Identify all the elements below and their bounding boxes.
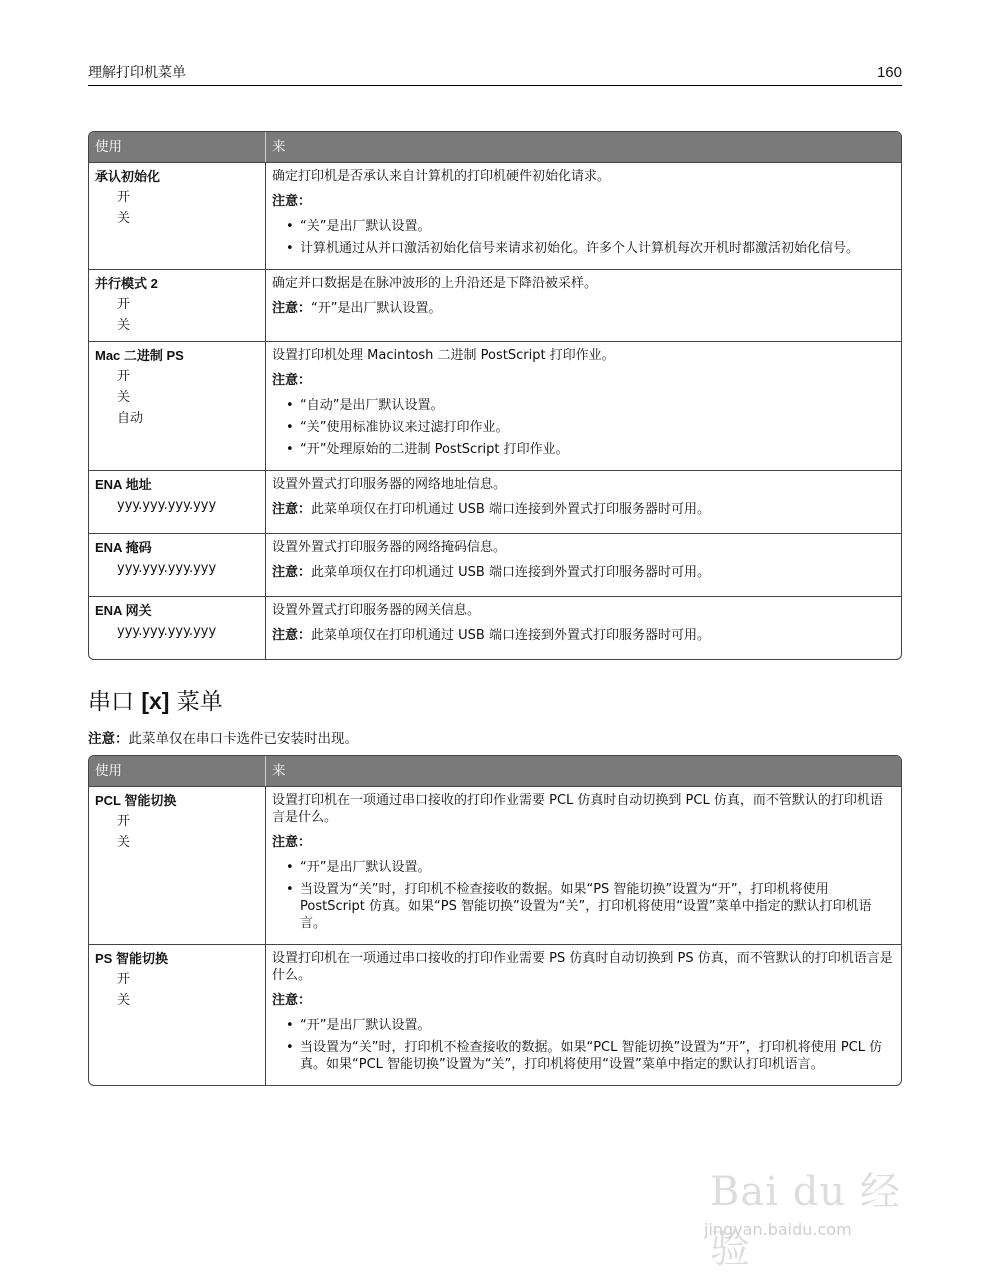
setting-note [272, 627, 895, 644]
watermark-brand: Bai du 经验 [710, 1169, 901, 1272]
note-list-item: • 当设置为“关”时，打印机不检查接收的数据。如果“PCL 智能切换”设置为“开”，打印机将使用 PCL 仿真。如果“PCL 智能切换”设置为“关”，打印机将使用“设置”菜单中指定的默认打印机语言。 [288, 1039, 895, 1073]
note-text: 此菜单项仅在打印机通过 USB 端口连接到外置式打印服务器时可用。 [311, 628, 710, 643]
section-title-prefix: 串口 [88, 689, 142, 715]
setting-name: ENA 掩码 [95, 540, 152, 555]
setting-note [272, 564, 895, 581]
description-cell [266, 341, 901, 470]
setting-note [272, 300, 895, 317]
printer-menu-table-2 [88, 755, 902, 1086]
setting-name: ENA 地址 [95, 477, 152, 492]
setting-note [272, 501, 895, 518]
section-note [88, 730, 358, 748]
setting-cell [89, 470, 266, 533]
note-label: 注意： [272, 502, 312, 517]
note-list-item: • “开”是出厂默认设置。 [288, 859, 895, 876]
table-row [89, 162, 901, 269]
setting-option: 开 [117, 814, 131, 829]
page-header-title: 理解打印机菜单 [88, 65, 186, 81]
watermark-url: jingyan.baidu.com [704, 1220, 852, 1239]
note-text: 此菜单项仅在打印机通过 USB 端口连接到外置式打印服务器时可用。 [311, 565, 710, 580]
description-cell [266, 786, 901, 944]
table-row [89, 944, 901, 1085]
column-header-use: 使用 [89, 756, 266, 786]
setting-name: 并行模式 2 [95, 276, 158, 291]
page-header [88, 62, 902, 86]
note-label: 注意： [272, 301, 312, 316]
note-text: 此菜单项仅在打印机通过 USB 端口连接到外置式打印服务器时可用。 [311, 502, 710, 517]
setting-cell [89, 944, 266, 1085]
note-list-item: • 当设置为“关”时，打印机不检查接收的数据。如果“PS 智能切换”设置为“开”，打印机将使用 PostScript 仿真。如果“PS 智能切换”设置为“关”，打印机将使用“设置”菜单中指定的默认打印机语言。 [288, 881, 895, 932]
column-header-use: 使用 [89, 132, 266, 162]
setting-note [272, 193, 895, 210]
setting-description: 设置外置式打印服务器的网络地址信息。 [272, 477, 507, 492]
section-note-text: 此菜单仅在串口卡选件已安装时出现。 [128, 731, 358, 747]
note-list-item: • “关”使用标准协议来过滤打印作业。 [288, 419, 895, 436]
setting-option: 开 [117, 369, 131, 384]
note-label: 注意： [272, 835, 312, 850]
setting-option: 开 [117, 190, 131, 205]
printer-menu-table-1 [88, 131, 902, 660]
note-list [272, 859, 895, 932]
setting-note [272, 834, 895, 851]
setting-option: 自动 [117, 411, 144, 426]
note-list [272, 218, 895, 257]
setting-description: 设置打印机在一项通过串口接收的打印作业需要 PS 仿真时自动切换到 PS 仿真，而不管默认的打印机语言是什么。 [272, 951, 893, 983]
note-label: 注意： [272, 194, 312, 209]
setting-cell [89, 341, 266, 470]
note-list-item: • “自动”是出厂默认设置。 [288, 397, 895, 414]
description-cell [266, 269, 901, 341]
note-label: 注意： [272, 993, 312, 1008]
note-label: 注意： [272, 628, 312, 643]
setting-option: 开 [117, 297, 131, 312]
table-row [89, 470, 901, 533]
setting-option: 关 [117, 835, 131, 850]
table-header-row [89, 132, 901, 162]
setting-name: ENA 网关 [95, 603, 152, 618]
note-list-item: • “开”是出厂默认设置。 [288, 1017, 895, 1034]
setting-option: 关 [117, 993, 131, 1008]
table-header-row [89, 756, 901, 786]
baidu-jingyan-watermark [700, 1140, 940, 1272]
note-list-item: • “关”是出厂默认设置。 [288, 218, 895, 235]
setting-description: 确定并口数据是在脉冲波形的上升沿还是下降沿被采样。 [272, 276, 598, 291]
section-title-bold: [x] [141, 688, 170, 714]
description-cell [266, 596, 901, 659]
table-row [89, 786, 901, 944]
column-header-purpose: 来 [266, 756, 901, 786]
setting-option: 关 [117, 390, 131, 405]
description-cell [266, 470, 901, 533]
section-note-label: 注意： [88, 731, 129, 747]
setting-name: PS 智能切换 [95, 951, 168, 966]
setting-name: 承认初始化 [95, 169, 161, 184]
table-row [89, 596, 901, 659]
note-label: 注意： [272, 565, 312, 580]
setting-description: 设置打印机处理 Macintosh 二进制 PostScript 打印作业。 [272, 348, 615, 363]
setting-cell [89, 533, 266, 596]
table-row [89, 269, 901, 341]
setting-description: 设置打印机在一项通过串口接收的打印作业需要 PCL 仿真时自动切换到 PCL 仿真，而不管默认的打印机语言是什么。 [272, 793, 883, 825]
setting-cell [89, 269, 266, 341]
setting-description: 设置外置式打印服务器的网关信息。 [272, 603, 481, 618]
setting-option: 关 [117, 211, 131, 226]
note-list [272, 1017, 895, 1073]
setting-description: 设置外置式打印服务器的网络掩码信息。 [272, 540, 507, 555]
note-text: “开”是出厂默认设置。 [311, 301, 442, 316]
setting-note [272, 992, 895, 1009]
page-number: 160 [876, 64, 902, 81]
setting-name: Mac 二进制 PS [95, 348, 184, 363]
note-label: 注意： [272, 373, 312, 388]
setting-option: yyy.yyy.yyy.yyy [117, 498, 217, 513]
setting-cell [89, 596, 266, 659]
setting-option: yyy.yyy.yyy.yyy [117, 624, 217, 639]
note-list-item: • 计算机通过从并口激活初始化信号来请求初始化。许多个人计算机每次开机时都激活初始化信号。 [288, 240, 895, 257]
setting-cell [89, 162, 266, 269]
note-list [272, 397, 895, 458]
description-cell [266, 162, 901, 269]
table-row [89, 533, 901, 596]
section-title-suffix: 菜单 [169, 689, 223, 715]
setting-option: 关 [117, 318, 131, 333]
setting-name: PCL 智能切换 [95, 793, 177, 808]
description-cell [266, 944, 901, 1085]
note-list-item: • “开”处理原始的二进制 PostScript 打印作业。 [288, 441, 895, 458]
setting-option: 开 [117, 972, 131, 987]
description-cell [266, 533, 901, 596]
setting-description: 确定打印机是否承认来自计算机的打印机硬件初始化请求。 [272, 169, 611, 184]
column-header-purpose: 来 [266, 132, 901, 162]
setting-cell [89, 786, 266, 944]
setting-note [272, 372, 895, 389]
setting-option: yyy.yyy.yyy.yyy [117, 561, 217, 576]
section-title [88, 686, 223, 717]
table-row [89, 341, 901, 470]
